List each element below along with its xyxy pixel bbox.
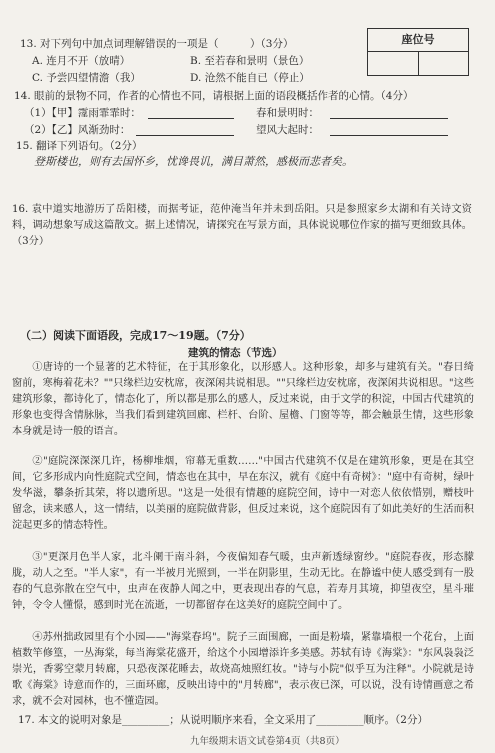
q14-row1-blank-a[interactable] — [148, 118, 234, 119]
seat-box-divider — [418, 51, 419, 75]
paragraph-3: ③"更深月色半人家，北斗阑干南斗斜，今夜偏知春气暖，虫声新透绿窗纱。"庭院春夜，形态朦胧，动人之至。"半人家"，有一半被月光照到，一半在阴影里，生动无比。在静谧中使人感受到有一股春的气息弥散在空气中，虫声在夜静人闻之中，更表现出春的气息，若寿月其境，抑望夜空，星斗璀钟，令令人懂憬，感到时光在流逝，一切都留存在这美好的庭院空间中了。 — [12, 552, 474, 611]
q13-stem: 13. 对下列句中加点词理解错误的一项是（ ）（3分） — [20, 38, 294, 50]
q14-row1-label-a: （1）【甲】霪雨霏霏时： — [24, 107, 141, 119]
seat-number-box — [367, 28, 469, 76]
paragraph-1: ①唐诗的一个显著的艺术特征，在于其形象化，以形感人。这种形象，却多与建筑有关。"春日绮窗前，寒梅着花未？""只缘栏边安枕席，夜深闲共说相思。""只缘栏边安枕席，夜深闲共说相思。"这些建筑形象，都诗化了，情态化了，所以都是那么的感人，反过来说，由于文学的积淀，中国古代建筑的形象也变得含情脉脉，当我们看到建筑回廊、栏杆、台阶、屋檐、门窗等等，都会触景生情，这些形象本身就是诗一般的语言。 — [12, 362, 474, 437]
paragraph-4: ④苏州拙政园里有个小园——"海棠春坞"。院子三面围廊，一面是粉墙，紧靠墙根一个花台，上面植数竿修篁，一丛海棠，每当海棠花盛开，给这个小园增添许多美感。苏轼有诗《海棠》："东风袅袅泛崇光，香雾空蒙月转廊，只恐夜深花睡去，故烧高烛照红妆。"诗与小院"似乎互为注释"。小院就是诗歌《海棠》诗意而作的，三面环廊，反映出诗中的"月转廊"，表示夜已深，可以说，没有诗情画意之希求，就不会对园林，也不懂造园。 — [12, 632, 474, 707]
q15-answer: 登斯楼也，则有去国怀乡，忧谗畏讥，满目萧然，感极而悲者矣。 — [34, 155, 353, 168]
q13-option-b: B. 至若春和景明（景色） — [190, 55, 310, 67]
paragraph-2: ②"庭院深深深几许，杨柳堆烟，帘幕无重数……"中国古代建筑不仅是在建筑形象，更是在其空间，它多形成内向性庭院式空间，情态也在其中，早在东汉，就有《庭中有奇树》："庭中有奇树，绿叶发华滋，攀条折其荣，将以遗所思。"这是一处很有情趣的庭院空间，诗中一对恋人依依惜别，赠枝叶留念，读来感人，这一情结，以美丽的庭院做背影，但反过来说，这个庭院因有了如此美好的生活而积淀起更多的情态特性。 — [12, 456, 474, 531]
q13-option-d: D. 沧然不能自已（停止） — [190, 72, 310, 84]
article-title: 建筑的情态（节选） — [188, 347, 283, 359]
q14-row2-blank-b[interactable] — [330, 135, 448, 136]
seat-number-label: 座位号 — [368, 29, 468, 52]
q16-text: 16. 袁中道实地游历了岳阳楼，而据考证，范仲淹当年并未到岳阳。只是参照家乡太湖和有关诗文资料，调动想象写成这篇散文。据上述情况，请探究在写景方面，具体说说哪位作家的描写更细致具体。（3分） — [12, 204, 472, 247]
section-2-title: （二）阅读下面语段，完成17～19题。（7分） — [20, 329, 251, 342]
page-footer: 九年级期末语文试卷第4页（共8页） — [190, 736, 345, 747]
q15-stem: 15. 翻译下列语句。（2分） — [16, 140, 143, 152]
q14-row2-blank-a[interactable] — [136, 135, 234, 136]
q13-option-c: C. 予尝四望情澹（我） — [32, 72, 141, 84]
q13-option-a: A. 连月不开（放晴） — [32, 55, 131, 67]
q14-row1-label-b: 春和景明时： — [256, 107, 319, 119]
q14-row1-blank-b[interactable] — [330, 118, 448, 119]
q14-row2-label-a: （2）【乙】风渐劲时： — [24, 124, 131, 136]
q14-stem: 14. 眼前的景物不同，作者的心情也不同，请根据上面的语段概括作者的心情。（4分） — [14, 90, 414, 102]
q17-text: 17. 本文的说明对象是_________；从说明顺序来看，全文采用了_________顺序。（2分） — [18, 714, 428, 726]
q14-row2-label-b: 望风大起时： — [256, 124, 319, 136]
